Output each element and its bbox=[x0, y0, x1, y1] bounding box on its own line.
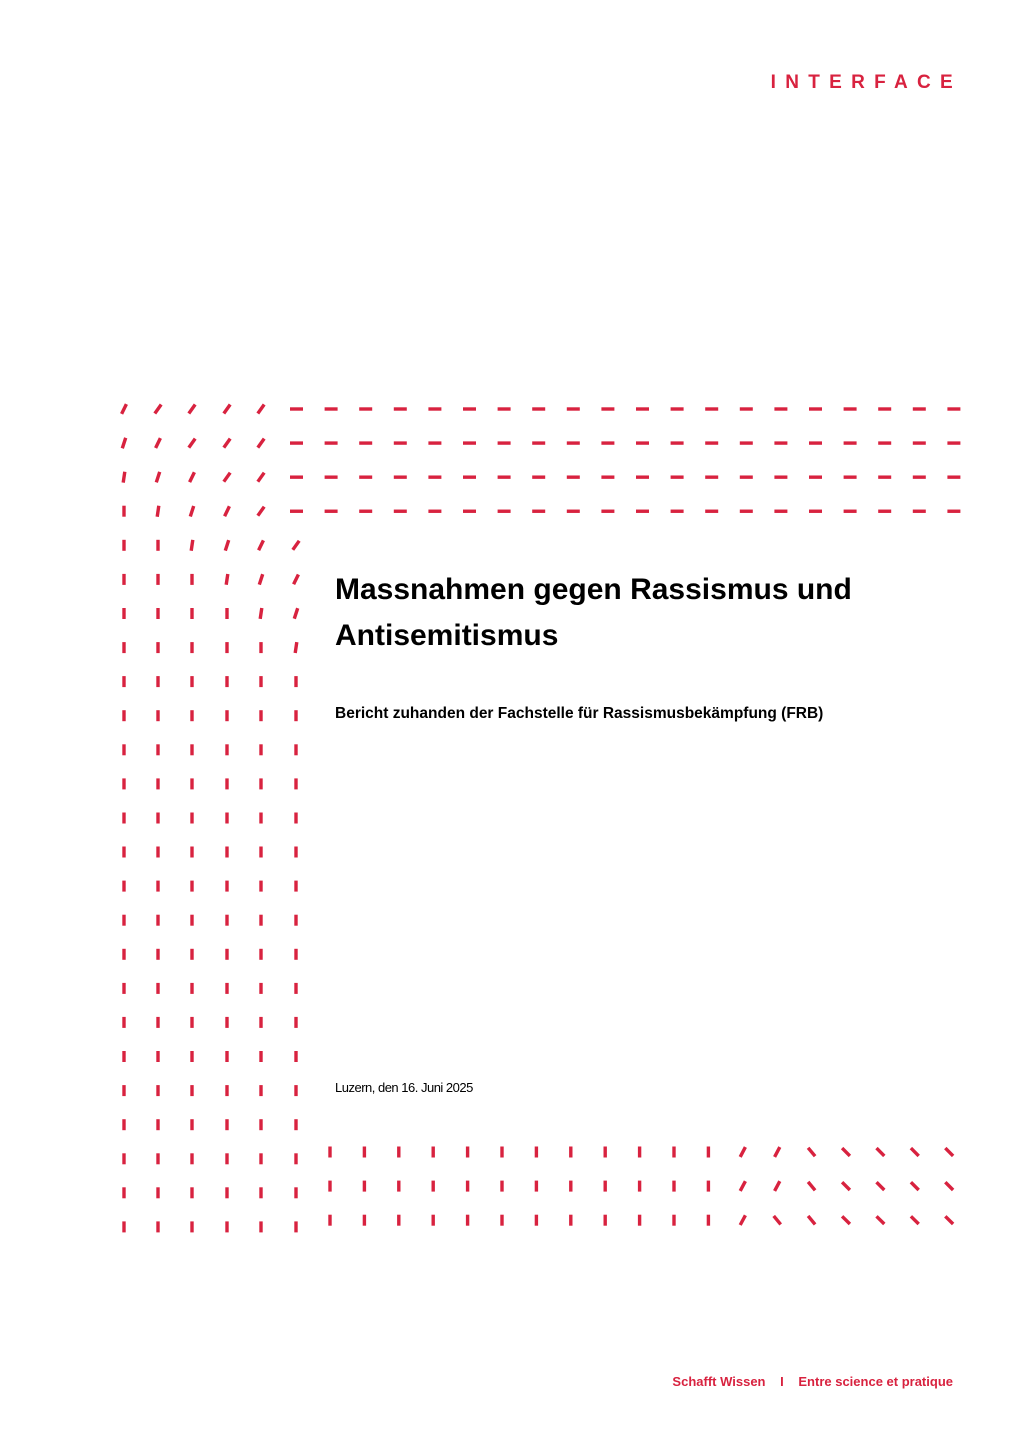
pattern-dash bbox=[842, 1148, 850, 1156]
pattern-dash bbox=[122, 438, 125, 449]
pattern-dash bbox=[123, 472, 125, 483]
pattern-dash bbox=[911, 1148, 919, 1156]
pattern-dash bbox=[224, 439, 230, 448]
pattern-dash bbox=[775, 1181, 780, 1191]
place-and-date: Luzern, den 16. Juni 2025 bbox=[335, 1080, 473, 1095]
footer-tagline bbox=[672, 1374, 953, 1389]
pattern-dash bbox=[740, 1215, 745, 1225]
pattern-dash bbox=[911, 1216, 919, 1224]
pattern-dash bbox=[294, 575, 299, 585]
pattern-dash bbox=[156, 438, 161, 448]
pattern-dash bbox=[189, 439, 195, 448]
pattern-dash bbox=[190, 472, 195, 482]
pattern-dash bbox=[877, 1148, 885, 1156]
footer-tagline-german: Schafft Wissen bbox=[672, 1374, 766, 1389]
pattern-dash bbox=[740, 1147, 745, 1157]
pattern-dash bbox=[842, 1216, 850, 1224]
pattern-dash bbox=[877, 1216, 885, 1224]
interface-logo: INTERFACE bbox=[770, 72, 962, 93]
pattern-dash bbox=[259, 540, 264, 550]
pattern-dash bbox=[295, 642, 297, 653]
pattern-dash bbox=[842, 1182, 850, 1190]
pattern-dash bbox=[945, 1216, 953, 1224]
pattern-dash bbox=[226, 574, 228, 585]
pattern-dash bbox=[155, 405, 161, 414]
pattern-dash bbox=[224, 405, 230, 414]
pattern-dash bbox=[294, 608, 297, 619]
pattern-dash bbox=[911, 1182, 919, 1190]
pattern-dash bbox=[945, 1182, 953, 1190]
pattern-dash bbox=[260, 608, 262, 619]
pattern-dash bbox=[774, 1216, 781, 1225]
pattern-dash bbox=[122, 404, 127, 414]
pattern-dash bbox=[225, 540, 228, 551]
pattern-dash bbox=[225, 506, 230, 516]
pattern-dash bbox=[945, 1148, 953, 1156]
pattern-dash bbox=[224, 473, 230, 482]
pattern-dash bbox=[258, 473, 264, 482]
pattern-dash bbox=[189, 405, 195, 414]
pattern-dash bbox=[156, 472, 159, 483]
pattern-dash bbox=[808, 1148, 815, 1156]
pattern-dash bbox=[293, 541, 299, 550]
pattern-dash bbox=[190, 506, 193, 517]
pattern-dash bbox=[740, 1181, 745, 1191]
pattern-dash bbox=[258, 439, 264, 448]
pattern-dash bbox=[877, 1182, 885, 1190]
pattern-dash bbox=[808, 1182, 815, 1190]
pattern-dash bbox=[258, 507, 264, 516]
pattern-dash bbox=[191, 540, 193, 551]
footer-separator: I bbox=[780, 1374, 784, 1389]
document-subtitle: Bericht zuhanden der Fachstelle für Rassismusbekämpfung (FRB) bbox=[335, 705, 824, 722]
pattern-dash bbox=[157, 506, 159, 517]
pattern-dash bbox=[258, 405, 264, 414]
document-title: Massnahmen gegen Rassismus und Antisemitismus bbox=[335, 573, 852, 652]
footer-tagline-french: Entre science et pratique bbox=[798, 1374, 953, 1389]
pattern-dash bbox=[775, 1147, 780, 1157]
pattern-dash bbox=[259, 574, 262, 584]
pattern-dash bbox=[808, 1216, 815, 1225]
